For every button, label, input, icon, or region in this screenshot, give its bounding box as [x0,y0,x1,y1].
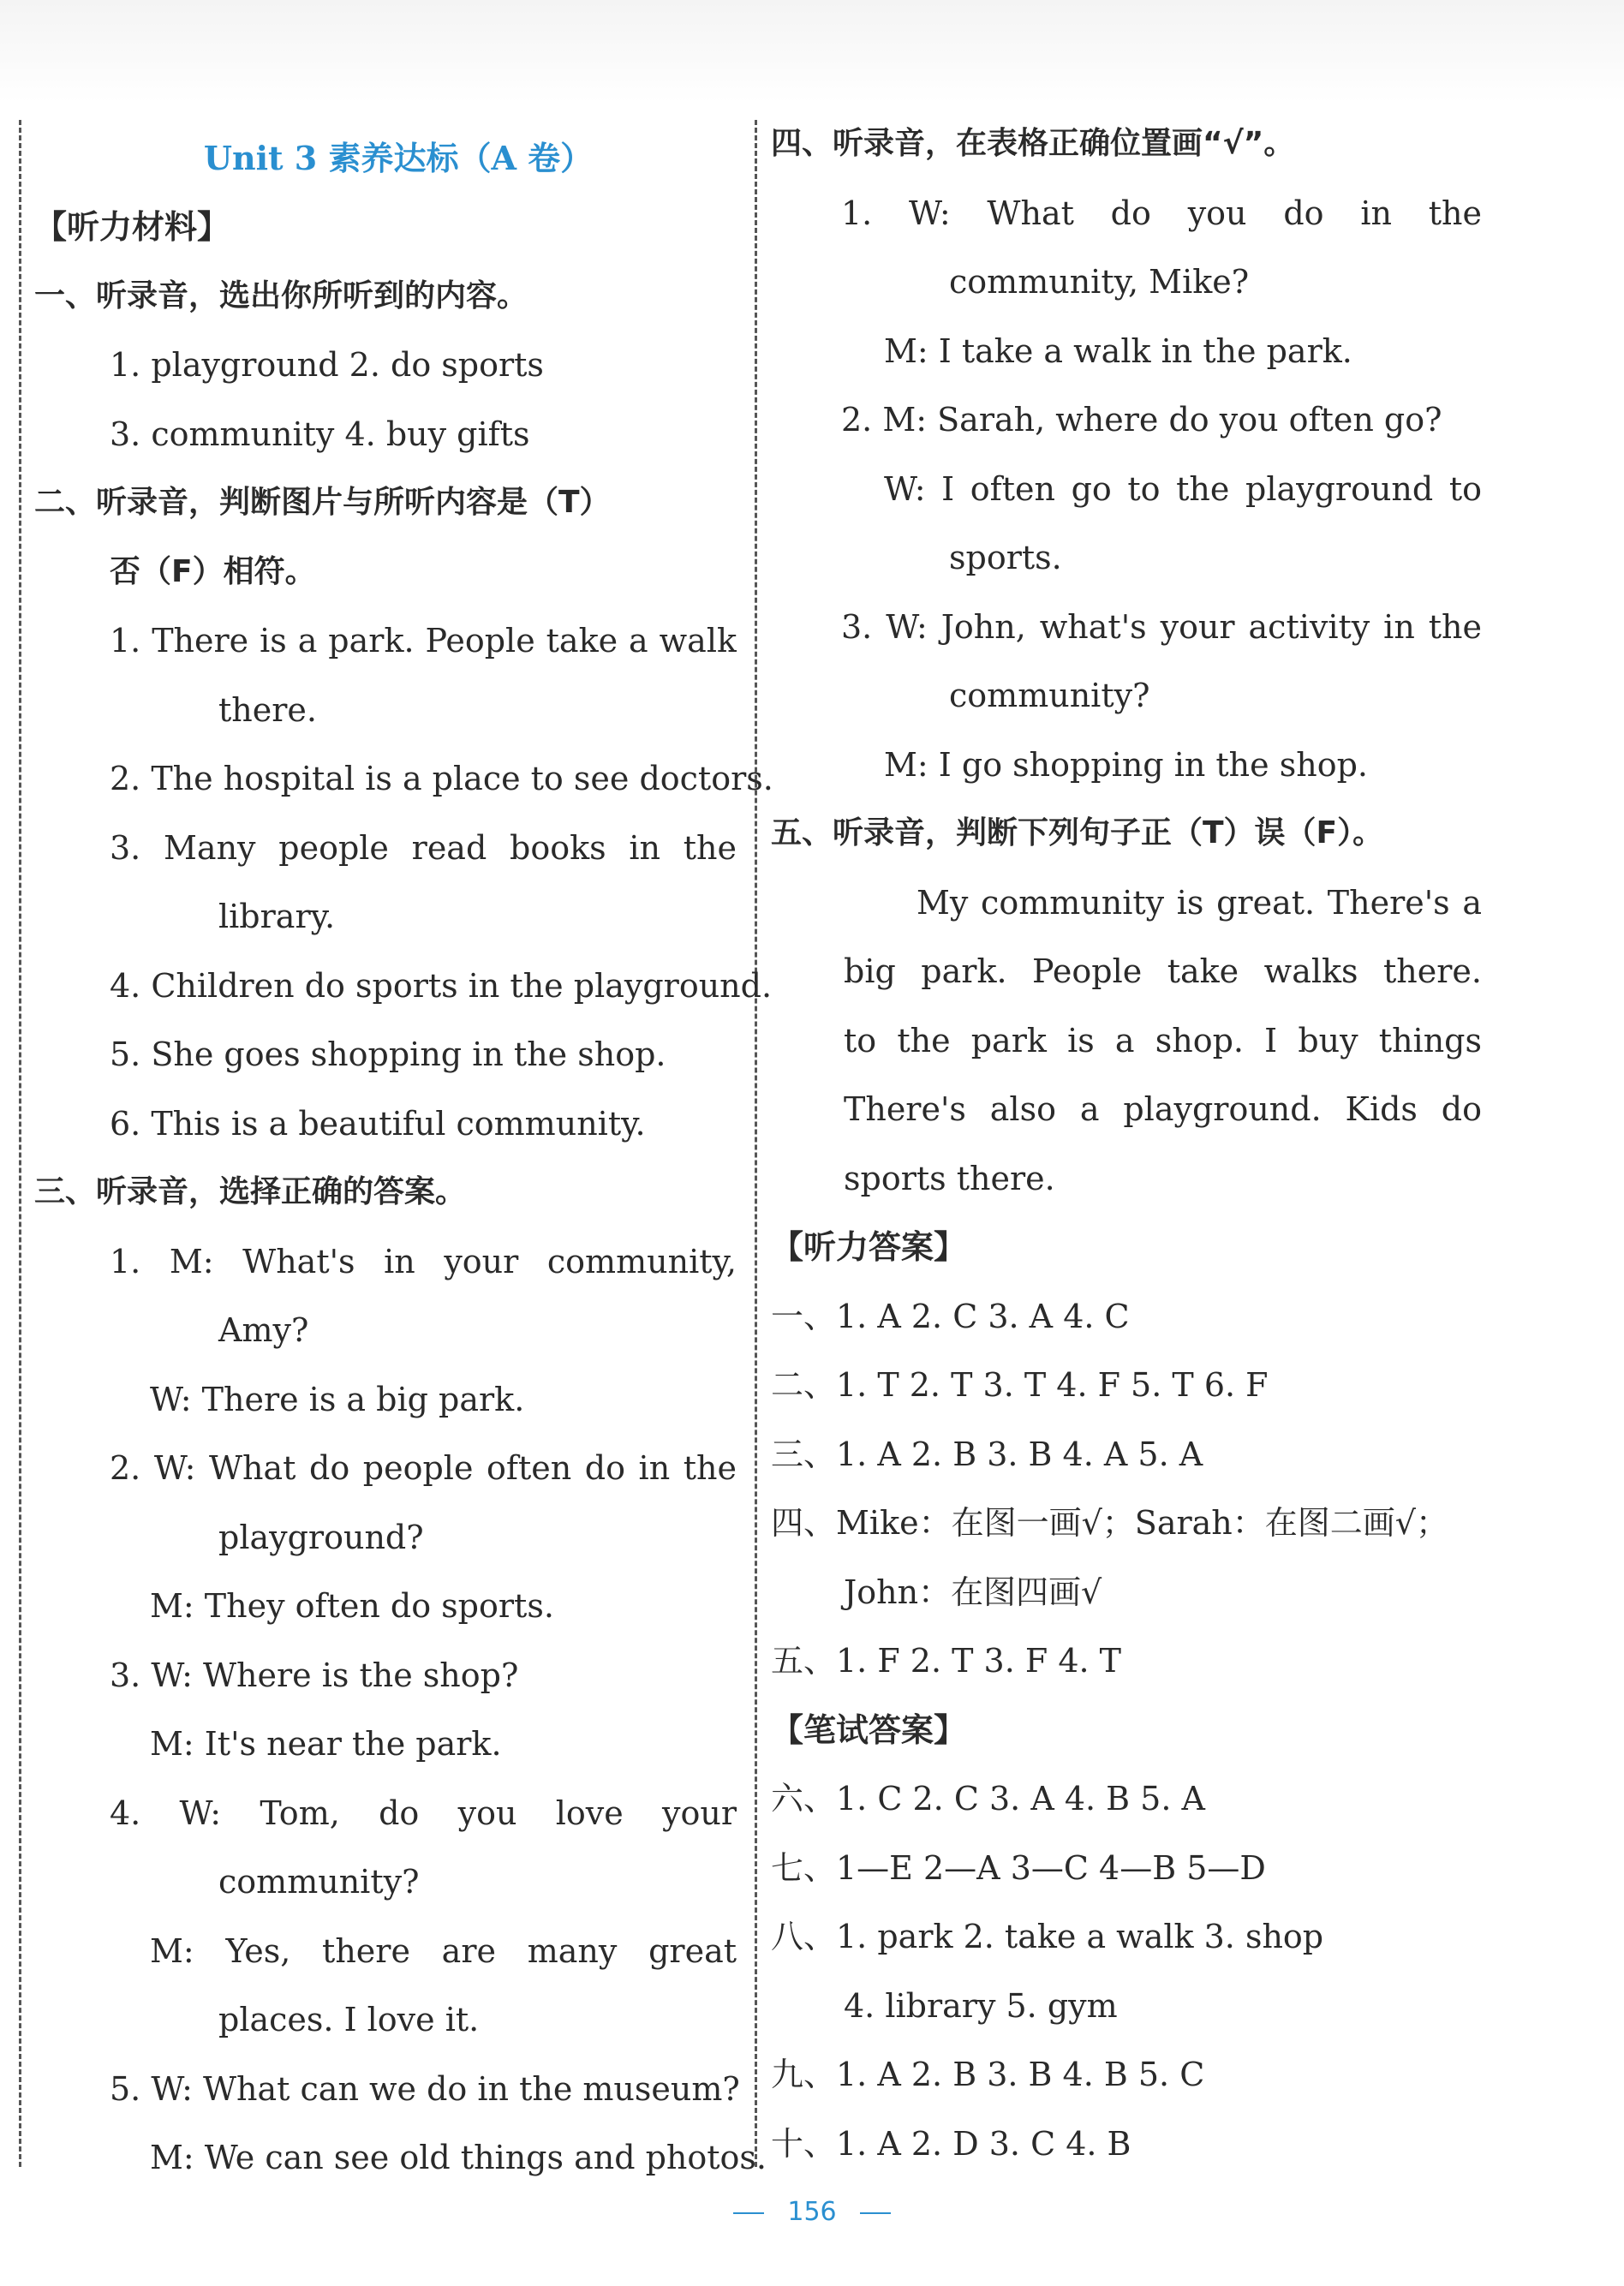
text-line: There's also a playground. Kids do [844,1090,1482,1128]
text-line: 【笔试答案】 [771,1710,967,1749]
footer-dash-left [733,2212,764,2214]
text-line: sports. [949,539,1062,576]
text-line: 2. The hospital is a place to see doctors. [110,760,773,797]
text-line: 五、1. F 2. T 3. F 4. T [771,1642,1122,1680]
text-line: 二、1. T 2. T 3. T 4. F 5. T 6. F [771,1366,1269,1404]
scan-top-shade [0,0,1624,103]
text-line: 6. This is a beautiful community. [110,1104,646,1143]
text-line: 十、1. A 2. D 3. C 4. B [771,2124,1131,2163]
text-line: 【听力答案】 [771,1228,967,1266]
text-line: 3. Many people read books in the [110,828,737,867]
text-line: M: They often do sports. [150,1587,554,1625]
text-line: 四、Mike：在图一画√；Sarah：在图二画√； [771,1504,1448,1542]
text-line: W: There is a big park. [150,1380,525,1418]
text-line: 4. library 5. gym [844,1986,1118,2025]
text-line: M: I take a walk in the park. [884,331,1352,370]
text-line: sports there. [844,1159,1055,1197]
text-line: John：在图四画√ [844,1573,1102,1611]
text-line: 3. W: Where is the shop? [110,1656,519,1694]
column-divider-dashed-line [755,120,757,2167]
text-line: 【听力材料】 [34,208,230,246]
text-line: M: Yes, there are many great [150,1931,737,1970]
text-line: M: I go shopping in the shop. [884,745,1368,784]
text-line: 九、1. A 2. B 3. B 4. B 5. C [771,2056,1205,2093]
right-column-lines [771,110,1482,2178]
text-line: 八、1. park 2. take a walk 3. shop [771,1918,1324,1955]
text-line: 七、1—E 2—A 3—C 4—B 5—D [771,1848,1266,1887]
text-line: M: It's near the park. [150,1725,502,1763]
text-line: 3. W: John, what's your activity in the [841,607,1482,646]
text-line: 3. community 4. buy gifts [110,415,530,453]
text-line: 5. W: What can we do in the museum? [110,2069,740,2108]
text-line: 三、听录音，选择正确的答案。 [34,1174,467,1209]
text-line: M: We can see old things and photos. [150,2139,767,2176]
text-line: community, Mike? [949,263,1250,301]
text-line: 2. W: What do people often do in the [110,1449,737,1487]
text-line: community? [218,1863,420,1901]
text-line: 四、听录音，在表格正确位置画“√”。 [771,126,1295,161]
page-title: Unit 3 素养达标（A 卷） [203,139,594,177]
left-column [34,124,773,2193]
footer-dash-right [860,2212,891,2214]
text-line: 4. Children do sports in the playground. [110,966,773,1005]
text-line: W: I often go to the playground to [884,469,1482,508]
page-footer [0,2197,1624,2227]
text-line: 二、听录音，判断图片与所听内容是（T） [34,485,611,520]
text-line: community? [949,677,1150,714]
text-line: 否（F）相符。 [110,553,316,589]
text-line: library. [218,898,336,935]
text-line: 1. There is a park. People take a walk [110,622,737,660]
text-line: 一、1. A 2. C 3. A 4. C [771,1297,1130,1335]
text-line: big park. People take walks there. [844,952,1482,990]
text-line: 三、1. A 2. B 3. B 4. A 5. A [771,1435,1203,1473]
page-number: 156 [787,2197,837,2227]
text-line: places. I love it. [218,2001,480,2038]
text-line: 4. W: Tom, do you love your [110,1794,737,1832]
right-column [771,110,1482,2178]
text-line: My community is great. There's a [916,883,1482,922]
text-line: to the park is a shop. I buy things [844,1021,1482,1059]
left-column-lines [34,193,773,2193]
text-line: 五、听录音，判断下列句子正（T）误（F）。 [771,815,1384,851]
text-line: there. [218,690,317,729]
text-line: 六、1. C 2. C 3. A 4. B 5. A [771,1780,1205,1817]
text-line: playground? [218,1518,424,1556]
text-line: 1. playground 2. do sports [110,346,544,384]
text-line: 1. M: What's in your community, [110,1242,737,1280]
text-line: Amy? [218,1311,309,1349]
left-margin-dashed-line [19,120,21,2167]
text-line: 2. M: Sarah, where do you often go? [841,401,1442,439]
text-line: 1. W: What do you do in the [841,194,1482,232]
text-line: 5. She goes shopping in the shop. [110,1036,666,1073]
text-line: 一、听录音，选出你所听到的内容。 [34,278,528,313]
